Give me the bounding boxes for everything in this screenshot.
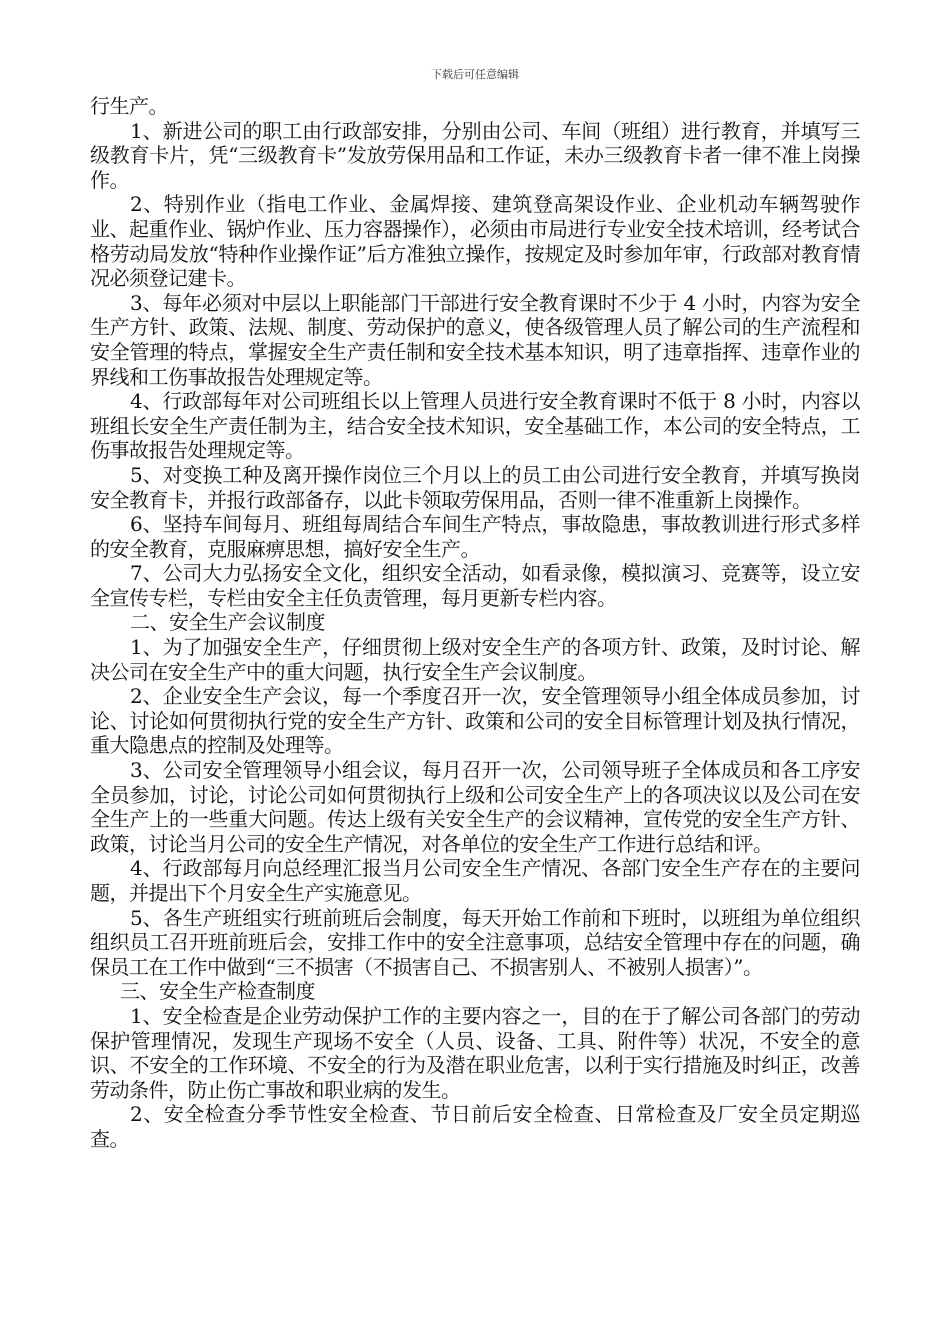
paragraph: 7、公司大力弘扬安全文化，组织安全活动，如看录像，模拟演习、竞赛等，设立安全宣传专栏，专栏由安全主任负责管理，每月更新专栏内容。 <box>90 561 860 610</box>
page-header-note: 下载后可任意编辑 <box>431 68 519 81</box>
paragraph: 6、坚持车间每月、班组每周结合车间生产特点，事故隐患，事故教训进行形式多样的安全教育，克服麻痹思想，搞好安全生产。 <box>90 512 860 561</box>
paragraph: 1、新进公司的职工由行政部安排，分别由公司、车间（班组）进行教育，并填写三级教育卡片，凭“三级教育卡”发放劳保用品和工作证，未办三级教育卡者一律不准上岗操作。 <box>90 118 860 192</box>
paragraph: 1、安全检查是企业劳动保护工作的主要内容之一，目的在于了解公司各部门的劳动保护管理情况，发现生产现场不安全（人员、设备、工具、附件等）状况，不安全的意识、不安全的工作环境、不安全的行为及潜在职业危害，以利于实行措施及时纠正，改善劳动条件，防止伤亡事故和职业病的发生。 <box>90 1003 860 1102</box>
paragraph: 4、行政部每月向总经理汇报当月公司安全生产情况、各部门安全生产存在的主要问题，并提出下个月安全生产实施意见。 <box>90 856 860 905</box>
paragraph: 3、每年必须对中层以上职能部门干部进行安全教育课时不少于 4 小时，内容为安全生产方针、政策、法规、制度、劳动保护的意义，使各级管理人员了解公司的生产流程和安全管理的特点，掌握安全生产责任制和安全技术基本知识，明了违章指挥、违章作业的界线和工伤事故报告处理规定等。 <box>90 290 860 389</box>
paragraph: 5、各生产班组实行班前班后会制度，每天开始工作前和下班时，以班组为单位组织组织员工召开班前班后会，安排工作中的安全注意事项，总结安全管理中存在的问题，确保员工在工作中做到“三不损害（不损害自己、不损害别人、不被别人损害）”。 <box>90 905 860 979</box>
paragraph: 4、行政部每年对公司班组长以上管理人员进行安全教育课时不低于 8 小时，内容以班组长安全生产责任制为主，结合安全技术知识，安全基础工作，本公司的安全特点，工伤事故报告处理规定等。 <box>90 389 860 463</box>
paragraph: 2、安全检查分季节性安全检查、节日前后安全检查、日常检查及厂安全员定期巡查。 <box>90 1102 860 1151</box>
paragraph: 3、公司安全管理领导小组会议，每月召开一次，公司领导班子全体成员和各工序安全员参加，讨论，讨论公司如何贯彻执行上级和公司安全生产上的各项决议以及公司在安全生产上的一些重大问题。传达上级有关安全生产的会议精神，宣传党的安全生产方针、政策，讨论当月公司的安全生产情况，对各单位的安全生产工作进行总结和评。 <box>90 758 860 856</box>
paragraph: 1、为了加强安全生产，仔细贯彻上级对安全生产的各项方针、政策，及时讨论、解决公司在安全生产中的重大问题，执行安全生产会议制度。 <box>90 635 860 684</box>
paragraph: 2、企业安全生产会议，每一个季度召开一次，安全管理领导小组全体成员参加，讨论、讨论如何贯彻执行党的安全生产方针、政策和公司的安全目标管理计划及执行情况，重大隐患点的控制及处理等。 <box>90 684 860 758</box>
paragraph: 2、特别作业（指电工作业、金属焊接、建筑登高架设作业、企业机动车辆驾驶作业、起重作业、锅炉作业、压力容器操作），必须由市局进行专业安全技术培训，经考试合格劳动局发放“特种作业操作证”后方准独立操作，按规定及时参加年审，行政部对教育情况必须登记建卡。 <box>90 192 860 291</box>
section-heading: 三、安全生产检查制度 <box>120 979 315 1004</box>
section-heading: 二、安全生产会议制度 <box>130 610 325 635</box>
paragraph: 5、对变换工种及离开操作岗位三个月以上的员工由公司进行安全教育，并填写换岗安全教育卡，并报行政部备存，以此卡领取劳保用品，否则一律不准重新上岗操作。 <box>90 462 860 512</box>
document-body <box>90 94 860 1152</box>
paragraph: 行生产。 <box>90 94 168 118</box>
